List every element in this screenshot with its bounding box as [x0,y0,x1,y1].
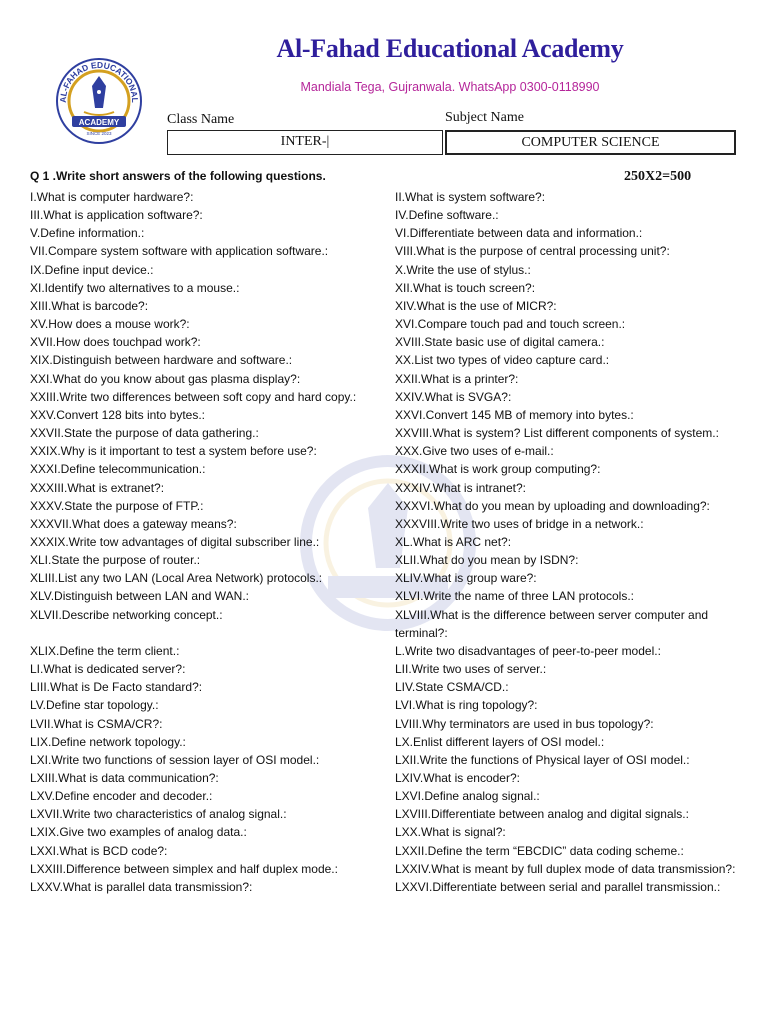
question-item: LIX.Define network topology.: [30,734,186,749]
question-item: XVI.Compare touch pad and touch screen.: [395,317,626,332]
question-item: LVI.What is ring topology?: [395,698,538,713]
question-heading: Q 1 .Write short answers of the following questions. [30,169,326,183]
questions-grid [30,188,748,896]
question-item: XXIV.What is SVGA?: [395,389,512,404]
question-item: XXX.Give two uses of e-mail.: [395,444,554,459]
question-item: LIV.State CSMA/CD.: [395,680,509,695]
academy-address: Mandiala Tega, Gujranwala. WhatsApp 0300-0118990 [300,80,600,94]
question-item: XL.What is ARC net?: [395,534,512,549]
question-item: LIII.What is De Facto standard?: [30,680,203,695]
question-item: X.Write the use of stylus.: [395,262,531,277]
question-item: XVII.How does touchpad work?: [30,335,201,350]
question-item: LXVII.Write two characteristics of analog signal.: [30,807,287,822]
question-item: LXIX.Give two examples of analog data.: [30,825,247,840]
marks-total: 250X2=500 [624,169,692,184]
question-item: LXI.Write two functions of session layer of OSI model.: [30,752,320,767]
question-item: XXI.What do you know about gas plasma display?: [30,371,301,386]
logo-since-text: SINCE 2023 [86,131,112,136]
question-item: LII.Write two uses of server.: [395,662,547,677]
question-item: XLIV.What is group ware?: [395,571,537,586]
question-item: LXV.Define encoder and decoder.: [30,789,213,804]
question-item: XXV.Convert 128 bits into bytes.: [30,407,205,422]
question-item: II.What is system software?: [395,190,546,204]
question-item: XXXVI.What do you mean by uploading and downloading?: [395,498,710,513]
question-item: XX.List two types of video capture card.: [395,353,610,368]
subject-name-label: Subject Name [445,110,524,125]
question-item: LV.Define star topology.: [30,698,159,713]
question-item: L.Write two disadvantages of peer-to-peer model.: [395,643,661,658]
question-item: XLVIII.What is the difference between server computer and terminal?: [395,607,709,640]
question-item: XIX.Distinguish between hardware and software.: [30,353,293,368]
question-item: LXVI.Define analog signal.: [395,789,540,804]
question-item: XLIX.Define the term client.: [30,643,180,658]
question-item: XLI.State the purpose of router.: [30,553,201,568]
question-item: XII.What is touch screen?: [395,280,536,295]
logo-ring-text: AL-FAHAD EDUCATIONAL [57,59,141,103]
question-item: LI.What is dedicated server?: [30,662,186,677]
question-item: LXVIII.Differentiate between analog and digital signals.: [395,807,689,822]
question-item: XXVI.Convert 145 MB of memory into bytes.: [395,407,634,422]
question-item: XXII.What is a printer?: [395,371,519,386]
question-item: XXVIII.What is system? List different components of system.: [395,426,719,441]
logo-banner-text: ACADEMY [78,118,120,127]
question-item: V.Define information.: [30,226,145,241]
question-item: LVII.What is CSMA/CR?: [30,716,163,731]
question-item: XLVI.Write the name of three LAN protocols.: [395,589,635,604]
question-item: LXXIII.Difference between simplex and half duplex mode.: [30,861,338,876]
question-item: IX.Define input device.: [30,262,154,277]
subject-name-box: COMPUTER SCIENCE [445,130,736,155]
academy-logo [54,56,144,146]
question-item: XXIX.Why is it important to test a system before use?: [30,444,317,459]
question-item: XXIII.Write two differences between soft copy and hard copy.: [30,389,357,404]
question-item: XXXIV.What is intranet?: [395,480,526,495]
question-item: VI.Differentiate between data and information.: [395,226,643,241]
question-item: III.What is application software?: [30,208,203,223]
class-name-box: INTER-| [167,130,443,155]
question-item: XXXVIII.Write two uses of bridge in a network.: [395,516,644,531]
question-item: I.What is computer hardware?: [30,190,194,204]
question-item: LXXII.Define the term “EBCDIC” data coding scheme.: [395,843,684,858]
question-item: XXXII.What is work group computing?: [395,462,601,477]
question-item: LXII.Write the functions of Physical layer of OSI model.: [395,752,690,767]
question-item: XLII.What do you mean by ISDN?: [395,553,579,568]
question-item: LVIII.Why terminators are used in bus topology?: [395,716,654,731]
question-item: XXXI.Define telecommunication.: [30,462,206,477]
question-item: VII.Compare system software with application software.: [30,244,329,259]
question-item: LXXVI.Differentiate between serial and parallel transmission.: [395,879,721,894]
question-item: IV.Define software.: [395,208,499,223]
academy-title: Al-Fahad Educational Academy [276,34,624,63]
question-item: XLVII.Describe networking concept.: [30,607,223,622]
question-item: LXXI.What is BCD code?: [30,843,168,858]
question-item: XIV.What is the use of MICR?: [395,298,557,313]
question-item: LXX.What is signal?: [395,825,506,840]
question-item: LXXV.What is parallel data transmission?: [30,879,253,894]
question-item: VIII.What is the purpose of central processing unit?: [395,244,670,259]
question-item: LXIV.What is encoder?: [395,771,520,785]
question-item: XLIII.List any two LAN (Local Area Network) protocols.: [30,571,323,586]
question-item: XXXIII.What is extranet?: [30,480,165,495]
question-item: XI.Identify two alternatives to a mouse.: [30,280,240,295]
question-item: XLV.Distinguish between LAN and WAN.: [30,589,250,604]
question-item: XXXVII.What does a gateway means?: [30,516,237,531]
question-item: XXVII.State the purpose of data gathering.: [30,426,259,441]
question-item: LXXIV.What is meant by full duplex mode of data transmission?: [395,861,736,876]
class-name-label: Class Name [167,112,235,127]
question-item: LX.Enlist different layers of OSI model.: [395,734,605,749]
question-item: XXXIX.Write tow advantages of digital subscriber line.: [30,534,320,549]
question-item: XV.How does a mouse work?: [30,317,190,332]
question-item: XXXV.State the purpose of FTP.: [30,498,204,513]
question-item: XVIII.State basic use of digital camera.: [395,335,605,350]
question-item: LXIII.What is data communication?: [30,771,219,785]
question-item: XIII.What is barcode?: [30,298,149,313]
